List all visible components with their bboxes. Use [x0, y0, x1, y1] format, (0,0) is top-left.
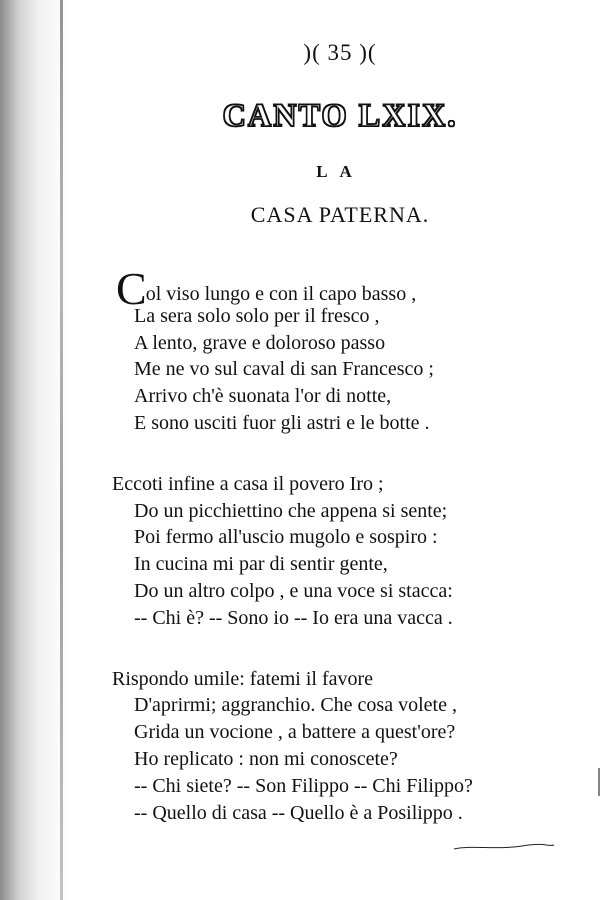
binding-edge [60, 0, 63, 900]
drop-cap: C [116, 263, 147, 314]
poem-line: -- Chi è? -- Sono io -- Io era una vacca . [134, 606, 453, 629]
stanza-gap [112, 437, 592, 471]
page-gutter-shadow [0, 0, 80, 900]
stanza-3 [112, 666, 592, 827]
poem-line: La sera solo solo per il fresco , [134, 304, 380, 327]
poem-line: -- Quello di casa -- Quello è a Posilippo . [134, 801, 463, 824]
stanza-1 [112, 263, 592, 437]
stanza-gap [112, 632, 592, 666]
poem-line: -- Chi siete? -- Son Filippo -- Chi Filippo? [134, 774, 473, 797]
poem-line: Grida un vocione , a battere a quest'ore? [134, 721, 456, 744]
poem-line: Do un picchiettino che appena si sente; [134, 499, 448, 522]
poem-line: D'aprirmi; aggranchio. Che cosa volete , [134, 694, 457, 717]
poem-line: A lento, grave e doloroso passo [134, 331, 386, 354]
poem-line: Me ne vo sul caval di san Francesco ; [134, 358, 434, 381]
poem-line: Rispondo umile: fatemi il favore [112, 667, 374, 690]
poem-line: Do un altro colpo , e una voce si stacca: [134, 579, 453, 602]
poem-subtitle: CASA PATERNA. [250, 202, 430, 227]
poem-body [112, 263, 592, 826]
margin-mark [598, 768, 600, 796]
handwritten-underline [452, 842, 556, 852]
poem-line [112, 263, 592, 314]
canto-title: CANTO LXIX. [222, 98, 458, 134]
page-number: )( 35 )( [303, 40, 377, 65]
stanza-2 [112, 471, 592, 632]
poem-line-text: ol viso lungo e con il capo basso , [145, 283, 417, 305]
poem-line: In cucina mi par di sentir gente, [134, 553, 388, 576]
article-heading: LA [316, 162, 364, 181]
poem-line: Eccoti infine a casa il povero Iro ; [112, 472, 384, 495]
poem-line: Ho replicato : non mi conoscete? [134, 747, 398, 770]
poem-line: Arrivo ch'è suonata l'or di notte, [134, 385, 392, 408]
poem-line: Poi fermo all'uscio mugolo e sospiro : [134, 526, 438, 549]
poem-line: E sono usciti fuor gli astri e le botte . [134, 411, 430, 434]
